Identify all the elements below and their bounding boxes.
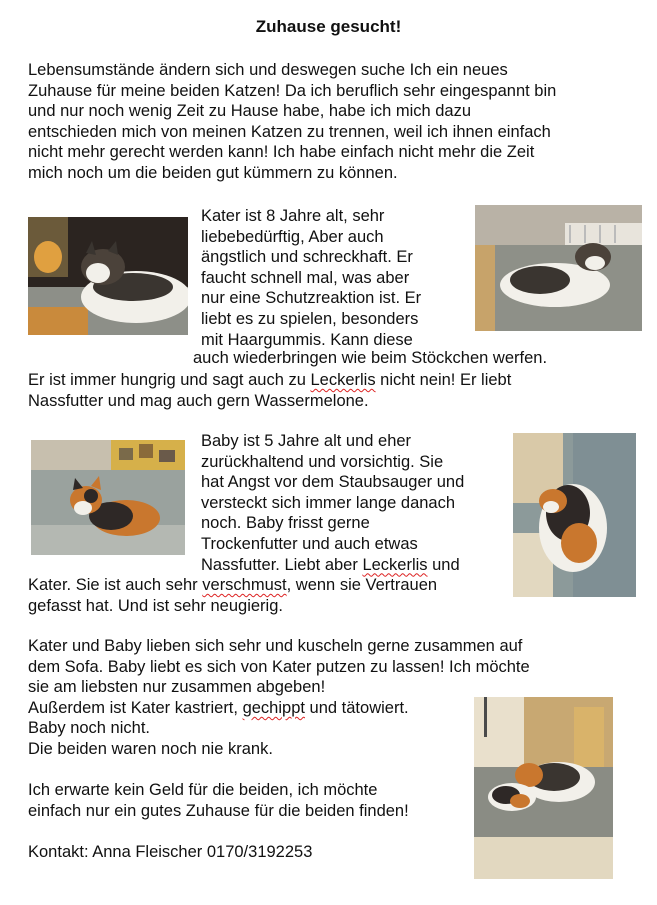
kater-text-line: Kater ist 8 Jahre alt, sehr — [201, 207, 385, 225]
kater-text-line: nur eine Schutzreaktion ist. Er — [201, 289, 422, 308]
baby-text-line: gefasst hat. Und ist sehr neugierig. — [28, 596, 283, 615]
never-sick-line: Die beiden waren noch nie krank. — [28, 740, 273, 758]
together-line: Kater und Baby lieben sich sehr und kuscheln gerne zusammen auf — [28, 637, 523, 655]
baby-photo-left — [31, 440, 185, 555]
baby-text-line: zurückhaltend und vorsichtig. Sie — [201, 452, 444, 471]
kater-text-line: Nassfutter und mag auch gern Wassermelone. — [28, 391, 369, 410]
baby-photo-right — [513, 433, 636, 597]
kater-text-line: faucht schnell mal, was aber — [201, 268, 410, 287]
money-line: einfach nur ein gutes Zuhause für die beiden finden! — [28, 801, 409, 820]
kater-text-line: liebebedürftig, Aber auch — [201, 227, 384, 246]
kater-text-line: ängstlich und schreckhaft. Er — [201, 248, 413, 267]
together-line: sie am liebsten nur zusammen abgeben! — [28, 678, 326, 697]
baby-text-line: Baby ist 5 Jahre alt und eher — [201, 432, 412, 450]
baby-not-line: Baby noch nicht. — [28, 719, 150, 738]
kater-text-line: Er ist immer hungrig und sagt auch zu Leckerlis nicht nein! Er liebt — [28, 371, 512, 389]
intro-line: Zuhause für meine beiden Katzen! Da ich beruflich sehr eingespannt bin — [28, 81, 557, 100]
kater-text-line: auch wiederbringen wie beim Stöckchen werfen. — [193, 349, 548, 367]
castration-line: Außerdem ist Kater kastriert, gechippt und tätowiert. — [28, 698, 409, 717]
kater-text-line: mit Haargummis. Kann diese — [201, 330, 413, 349]
page-title: Zuhause gesucht! — [255, 17, 402, 36]
baby-text-line: versteckt sich immer lange danach — [201, 493, 456, 512]
intro-line: nicht mehr gerecht werden kann! Ich habe einfach nicht mehr die Zeit — [28, 143, 535, 162]
spellcheck-word: gechippt — [242, 698, 305, 717]
spellcheck-word: verschmust — [202, 576, 287, 595]
baby-text-line: hat Angst vor dem Staubsauger und — [201, 473, 465, 492]
kater-photo-right — [475, 205, 642, 331]
together-line: dem Sofa. Baby liebt es sich von Kater putzen zu lassen! Ich möchte — [28, 657, 530, 676]
baby-text-line: Trockenfutter und auch etwas — [201, 535, 418, 553]
baby-text-line: Nassfutter. Liebt aber Leckerlis und — [201, 555, 460, 574]
contact-line: Kontakt: Anna Fleischer 0170/3192253 — [28, 843, 313, 861]
spellcheck-word: Leckerlis — [362, 555, 428, 574]
spellcheck-word: Leckerlis — [310, 371, 376, 389]
intro-line: und nur noch wenig Zeit zu Hause habe, habe ich mich dazu — [28, 102, 472, 121]
both-cats-photo — [474, 697, 613, 879]
kater-photo-left — [28, 217, 188, 335]
intro-line: Lebensumstände ändern sich und deswegen suche Ich ein neues — [28, 61, 508, 79]
intro-line: mich noch um die beiden gut kümmern zu können. — [28, 164, 398, 182]
baby-text-line: Kater. Sie ist auch sehr verschmust, wenn sie Vertrauen — [28, 576, 438, 595]
intro-line: entschieden mich von meinen Katzen zu trennen, weil ich ihnen einfach — [28, 122, 551, 141]
money-line: Ich erwarte kein Geld für die beiden, ich möchte — [28, 781, 378, 799]
baby-text-line: noch. Baby frisst gerne — [201, 514, 370, 533]
kater-text-line: liebt es zu spielen, besonders — [201, 310, 419, 328]
